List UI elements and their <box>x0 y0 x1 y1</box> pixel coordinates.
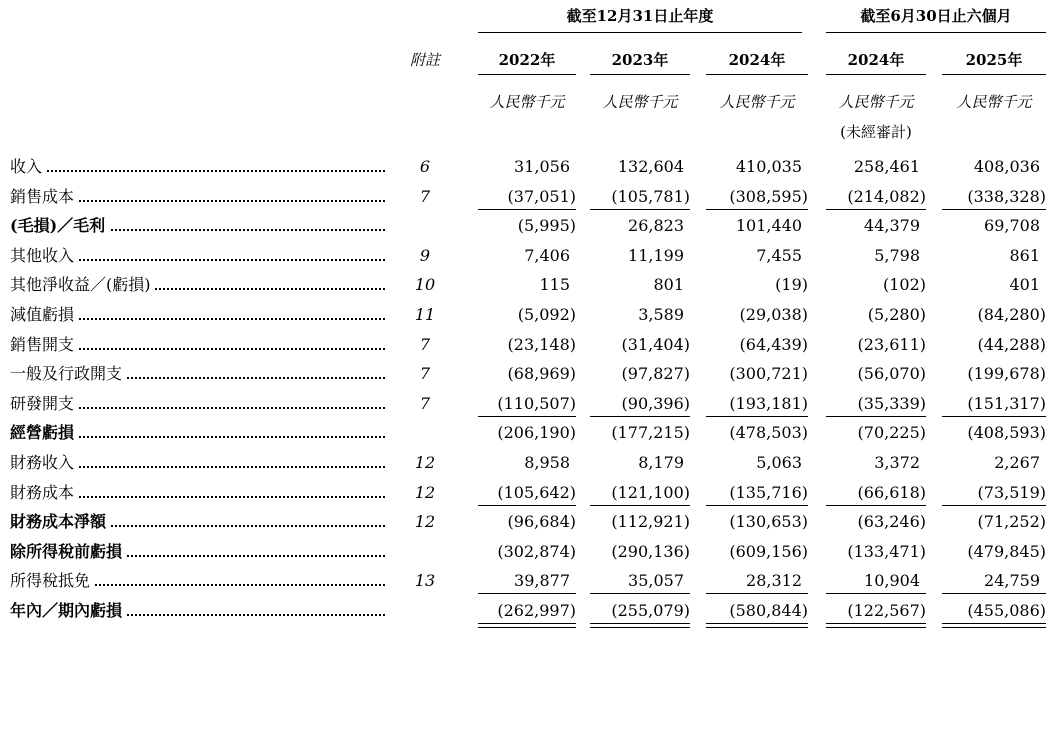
total-double-rule <box>942 623 1046 628</box>
row-value: 410,035 <box>735 157 802 176</box>
row-value: 11,199 <box>628 245 684 265</box>
subtotal-rule <box>826 209 926 210</box>
row-value: 8,958 <box>524 453 570 472</box>
total-double-rule <box>826 623 926 628</box>
row-label <box>10 242 385 270</box>
row-note: 12 <box>414 453 436 472</box>
row-value: (199,678) <box>967 364 1046 384</box>
table-row <box>0 449 1048 477</box>
row-value: (70,225) <box>857 423 926 443</box>
row-label-text: 收入 <box>10 157 46 176</box>
row-value: 258,461 <box>853 157 920 176</box>
row-value: (300,721) <box>729 364 808 384</box>
table-row <box>0 212 1048 240</box>
row-value: (56,070) <box>857 364 926 384</box>
table-row <box>0 242 1048 270</box>
row-value: 7,406 <box>524 245 570 265</box>
row-value: 10,904 <box>864 571 920 591</box>
row-value: (133,471) <box>847 541 926 561</box>
row-value: (214,082) <box>847 186 926 206</box>
row-value: (37,051) <box>507 186 576 206</box>
table-row <box>0 508 1048 536</box>
row-label <box>10 390 385 418</box>
row-value: 24,759 <box>984 571 1040 591</box>
header-year-rule-3 <box>826 74 926 75</box>
row-value: 3,372 <box>874 453 920 472</box>
row-value: 31,056 <box>514 157 570 176</box>
header-unit-2: 人民幣千元 <box>719 93 795 111</box>
row-value: (96,684) <box>507 512 576 532</box>
row-value: (151,317) <box>967 393 1046 413</box>
row-value: (23,148) <box>507 334 576 354</box>
row-label <box>10 419 385 447</box>
row-label <box>10 271 385 299</box>
row-value: 401 <box>1009 275 1040 295</box>
row-value: (262,997) <box>497 601 576 620</box>
subtotal-rule <box>590 593 690 594</box>
subtotal-rule <box>590 209 690 210</box>
header-note-label: 附註 <box>409 51 440 69</box>
row-label <box>10 331 385 359</box>
row-value: (66,618) <box>857 482 926 502</box>
subtotal-rule <box>478 416 576 417</box>
row-value: 69,708 <box>984 216 1040 236</box>
row-value: 101,440 <box>735 216 802 236</box>
subtotal-rule <box>478 593 576 594</box>
row-value: 44,379 <box>864 216 920 236</box>
table-row <box>0 153 1048 181</box>
header-group-half: 截至6月30日止六個月 <box>860 7 1012 25</box>
subtotal-rule <box>478 505 576 506</box>
row-value: (122,567) <box>847 601 926 620</box>
subtotal-rule <box>826 593 926 594</box>
row-value: (302,874) <box>497 541 576 561</box>
row-value: (35,339) <box>857 393 926 413</box>
table-row <box>0 538 1048 566</box>
row-value: (5,995) <box>517 216 576 236</box>
row-value: (112,921) <box>611 512 690 532</box>
row-value: 5,063 <box>756 453 802 472</box>
subtotal-rule <box>706 593 808 594</box>
row-label-text: 一般及行政開支 <box>10 364 126 383</box>
row-value: 861 <box>1009 245 1040 265</box>
subtotal-rule <box>590 505 690 506</box>
row-label <box>10 301 385 329</box>
row-note: 13 <box>414 571 436 591</box>
row-note: 10 <box>414 275 436 295</box>
header-year-3: 2024年 <box>847 51 905 69</box>
row-value: 26,823 <box>628 216 684 236</box>
subtotal-rule <box>942 209 1046 210</box>
header-year-0: 2022年 <box>498 51 556 69</box>
header-unaudited: (未經審計) <box>840 123 912 141</box>
row-value: 35,057 <box>628 571 684 591</box>
subtotal-rule <box>942 416 1046 417</box>
row-label-text: 除所得稅前虧損 <box>10 542 126 561</box>
header-year-rule-1 <box>590 74 690 75</box>
row-value: (308,595) <box>729 186 808 206</box>
row-value: (90,396) <box>621 393 690 413</box>
row-value: (580,844) <box>729 601 808 620</box>
row-value: (455,086) <box>967 601 1046 620</box>
row-value: (206,190) <box>497 423 576 443</box>
subtotal-rule <box>706 505 808 506</box>
row-value: (71,252) <box>977 512 1046 532</box>
row-note: 12 <box>414 512 436 532</box>
table-row <box>0 479 1048 507</box>
row-label-text: 減值虧損 <box>10 305 78 324</box>
row-value: (338,328) <box>967 186 1046 206</box>
row-label-text: 經營虧損 <box>10 423 78 442</box>
subtotal-rule <box>706 416 808 417</box>
table-row <box>0 331 1048 359</box>
row-value: (64,439) <box>739 334 808 354</box>
table-row <box>0 301 1048 329</box>
row-value: (478,503) <box>729 423 808 443</box>
row-value: (193,181) <box>729 393 808 413</box>
row-value: (5,280) <box>867 305 926 324</box>
row-label-text: 年內／期內虧損 <box>10 601 126 620</box>
row-label-text: 所得稅抵免 <box>10 571 94 590</box>
row-value: 5,798 <box>874 245 920 265</box>
row-value: 8,179 <box>638 453 684 472</box>
row-note: 12 <box>414 482 436 502</box>
row-value: 28,312 <box>746 571 802 591</box>
row-value: (63,246) <box>857 512 926 532</box>
row-label <box>10 183 385 211</box>
row-label-text: (毛損)／毛利 <box>10 216 109 235</box>
table-row <box>0 271 1048 299</box>
table-row <box>0 567 1048 595</box>
row-value: (5,092) <box>517 305 576 324</box>
total-double-rule <box>706 623 808 628</box>
row-note: 6 <box>419 157 431 176</box>
row-value: 132,604 <box>617 157 684 176</box>
row-value: (97,827) <box>621 364 690 384</box>
row-value: 408,036 <box>973 157 1040 176</box>
row-value: (110,507) <box>497 393 576 413</box>
row-note: 9 <box>419 245 431 265</box>
row-label-text: 財務成本淨額 <box>10 512 110 531</box>
row-value: (255,079) <box>611 601 690 620</box>
row-label <box>10 360 385 388</box>
row-note: 7 <box>419 334 431 354</box>
row-value: 801 <box>653 275 684 295</box>
row-value: (479,845) <box>967 541 1046 561</box>
table-row <box>0 183 1048 211</box>
row-value: 7,455 <box>756 245 802 265</box>
header-unit-3: 人民幣千元 <box>838 93 914 111</box>
row-value: (23,611) <box>857 334 926 354</box>
row-label-text: 研發開支 <box>10 394 78 413</box>
row-value: (44,288) <box>977 334 1046 354</box>
subtotal-rule <box>826 416 926 417</box>
row-label-text: 銷售成本 <box>10 187 78 206</box>
row-value: (609,156) <box>729 541 808 561</box>
row-label <box>10 538 385 566</box>
row-note: 7 <box>419 393 431 413</box>
row-value: 3,589 <box>638 305 684 324</box>
row-label-text: 其他淨收益／(虧損) <box>10 275 155 294</box>
row-value: 115 <box>539 275 570 295</box>
row-value: (135,716) <box>729 482 808 502</box>
row-value: (29,038) <box>739 305 808 324</box>
leader-dots <box>10 170 385 172</box>
header-group-year: 截至12月31日止年度 <box>566 7 714 25</box>
row-value: (408,593) <box>967 423 1046 443</box>
row-note: 11 <box>414 305 436 324</box>
subtotal-rule <box>590 416 690 417</box>
row-label <box>10 508 385 536</box>
header-year-1: 2023年 <box>611 51 669 69</box>
row-label-text: 銷售開支 <box>10 335 78 354</box>
row-label <box>10 567 385 595</box>
header-year-rule-4 <box>942 74 1046 75</box>
row-value: (105,781) <box>611 186 690 206</box>
row-label-text: 財務成本 <box>10 483 78 502</box>
row-value: (19) <box>775 275 808 295</box>
header-year-2: 2024年 <box>728 51 786 69</box>
row-value: (84,280) <box>977 305 1046 324</box>
row-label-text: 財務收入 <box>10 453 78 472</box>
row-value: (290,136) <box>611 541 690 561</box>
table-row <box>0 419 1048 447</box>
subtotal-rule <box>942 593 1046 594</box>
row-note: 7 <box>419 364 431 384</box>
total-double-rule <box>590 623 690 628</box>
row-value: (105,642) <box>497 482 576 502</box>
row-label <box>10 479 385 507</box>
header-year-rule-0 <box>478 74 576 75</box>
table-row <box>0 597 1048 625</box>
row-label <box>10 597 385 625</box>
row-value: (31,404) <box>621 334 690 354</box>
row-label <box>10 212 385 240</box>
row-value: 39,877 <box>514 571 570 591</box>
row-note: 7 <box>419 186 431 206</box>
table-row <box>0 390 1048 418</box>
header-year-rule-2 <box>706 74 808 75</box>
subtotal-rule <box>706 209 808 210</box>
header-unit-0: 人民幣千元 <box>489 93 565 111</box>
row-value: (121,100) <box>611 482 690 502</box>
total-double-rule <box>478 623 576 628</box>
row-value: (130,653) <box>729 512 808 532</box>
row-label <box>10 153 385 181</box>
header-group-half-rule <box>826 32 1046 33</box>
subtotal-rule <box>942 505 1046 506</box>
subtotal-rule <box>478 209 576 210</box>
table-row <box>0 360 1048 388</box>
row-value: 2,267 <box>994 453 1040 472</box>
header-year-4: 2025年 <box>965 51 1023 69</box>
row-value: (68,969) <box>507 364 576 384</box>
row-label-text: 其他收入 <box>10 246 78 265</box>
header-unit-1: 人民幣千元 <box>602 93 678 111</box>
header-group-year-rule <box>478 32 802 33</box>
row-label <box>10 449 385 477</box>
row-value: (177,215) <box>611 423 690 443</box>
row-value: (73,519) <box>977 482 1046 502</box>
row-value: (102) <box>882 275 926 295</box>
subtotal-rule <box>826 505 926 506</box>
header-unit-4: 人民幣千元 <box>956 93 1032 111</box>
